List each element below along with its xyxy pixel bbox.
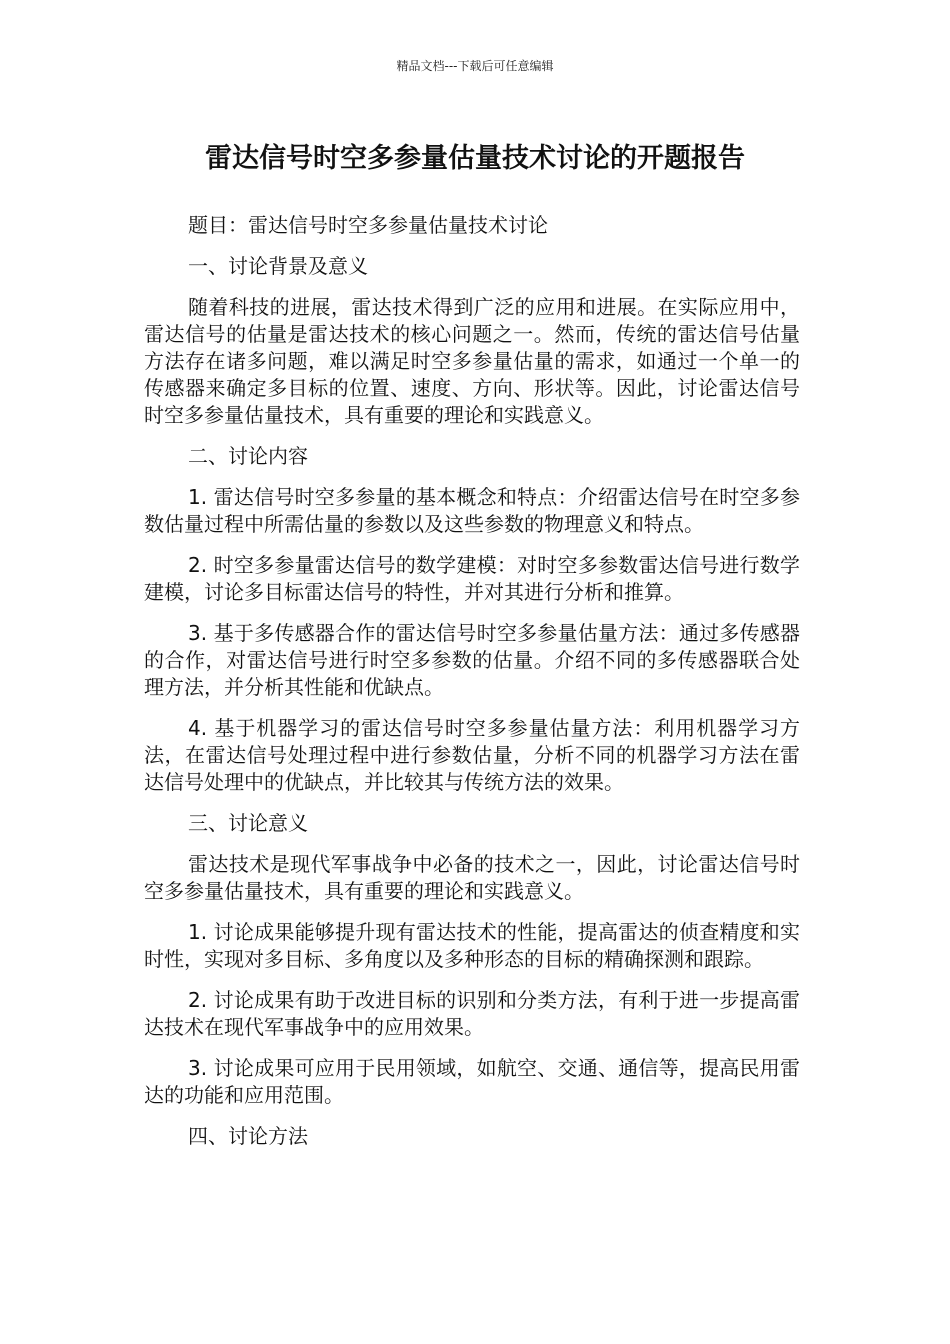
section-heading-significance: 三、讨论意义 xyxy=(188,811,308,835)
content-item: 1. 雷达信号时空多参量的基本概念和特点：介绍雷达信号在时空多参数估量过程中所需估量的参数以及这些参数的物理意义和特点。 xyxy=(144,485,800,536)
section-heading-content: 二、讨论内容 xyxy=(188,444,308,468)
section-heading-background: 一、讨论背景及意义 xyxy=(188,254,368,278)
section-heading-methods: 四、讨论方法 xyxy=(188,1124,308,1148)
section-paragraph-background: 随着科技的进展，雷达技术得到广泛的应用和进展。在实际应用中，雷达信号的估量是雷达技术的核心问题之一。然而，传统的雷达信号估量方法存在诸多问题，难以满足时空多参量估量的需求，如通过一个单一的传感器来确定多目标的位置、速度、方向、形状等。因此，讨论雷达信号时空多参量估量技术，具有重要的理论和实践意义。 xyxy=(144,295,800,427)
content-item: 4. 基于机器学习的雷达信号时空多参量估量方法：利用机器学习方法，在雷达信号处理过程中进行参数估量，分析不同的机器学习方法在雷达信号处理中的优缺点，并比较其与传统方法的效果。 xyxy=(144,716,800,794)
content-item: 3. 基于多传感器合作的雷达信号时空多参量估量方法：通过多传感器的合作，对雷达信号进行时空多参数的估量。介绍不同的多传感器联合处理方法，并分析其性能和优缺点。 xyxy=(144,621,800,699)
document-body xyxy=(144,212,800,1164)
section-paragraph-significance: 雷达技术是现代军事战争中必备的技术之一，因此，讨论雷达信号时空多参量估量技术，具有重要的理论和实践意义。 xyxy=(144,852,800,903)
header-watermark: 精品文档---下载后可任意编辑 xyxy=(396,59,554,73)
content-item: 2. 时空多参量雷达信号的数学建模：对时空多参数雷达信号进行数学建模，讨论多目标雷达信号的特性，并对其进行分析和推算。 xyxy=(144,553,800,604)
significance-item: 1. 讨论成果能够提升现有雷达技术的性能，提高雷达的侦查精度和实时性，实现对多目标、多角度以及多种形态的目标的精确探测和跟踪。 xyxy=(144,920,800,971)
document-title: 雷达信号时空多参量估量技术讨论的开题报告 xyxy=(205,143,745,174)
subject-line: 题目：雷达信号时空多参量估量技术讨论 xyxy=(188,213,548,237)
significance-item: 2. 讨论成果有助于改进目标的识别和分类方法，有利于进一步提高雷达技术在现代军事战争中的应用效果。 xyxy=(144,988,800,1039)
significance-item: 3. 讨论成果可应用于民用领域，如航空、交通、通信等，提高民用雷达的功能和应用范围。 xyxy=(144,1056,800,1107)
